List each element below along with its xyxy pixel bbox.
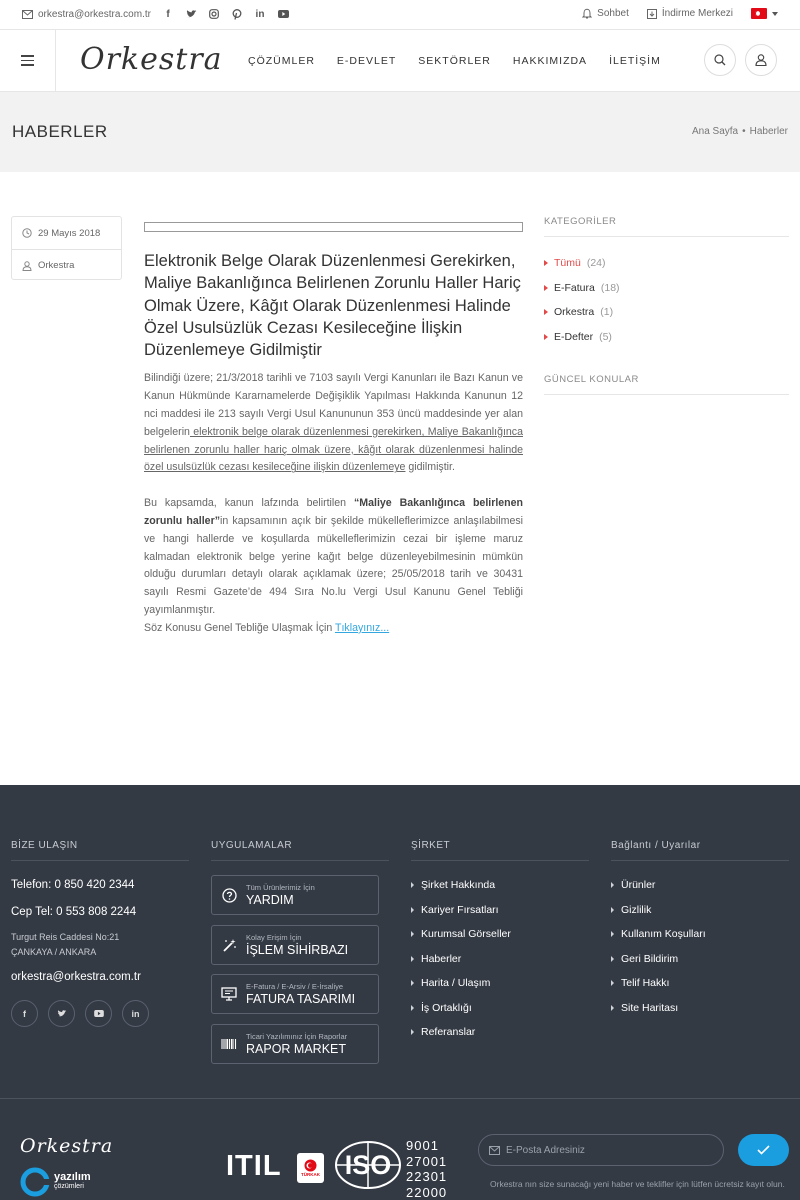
topbar-socials <box>162 7 289 21</box>
post-author[interactable]: Orkestra <box>38 260 75 271</box>
nav-e-government[interactable]: E-DEVLET <box>336 55 397 67</box>
footer-link-copyright[interactable]: Telif Hakkı <box>611 971 789 996</box>
footer-company <box>411 840 589 1045</box>
article-underlined-text: elektronik belge olarak düzenlenmesi gerekirken, Maliye Bakanlığınca belirlenen zorunlu haller hariç olmak üzere, kâğıt olarak düzenlenmesi halinde özel usulsüzlük cezası kesileceğine ilişkin düzenlemeye <box>144 425 523 474</box>
footer-apps-heading: UYGULAMALAR <box>211 840 389 861</box>
category-e-fatura[interactable]: E-Fatura (18) <box>544 276 789 301</box>
linkedin-icon[interactable]: in <box>122 1000 149 1027</box>
user-icon <box>22 261 32 271</box>
linkedin-icon[interactable]: in <box>255 8 265 20</box>
turkak-badge <box>297 1153 324 1183</box>
article-bold-text: “Maliye Bakanlığınca belirlenen zorunlu haller” <box>144 497 523 528</box>
search-button[interactable] <box>704 44 736 76</box>
footer-link-corporate-visuals[interactable]: Kurumsal Görseller <box>411 922 589 947</box>
turkak-label: TÜRKAK <box>301 1172 320 1177</box>
app-report-market-button[interactable]: Ticari Yazılımınız İçin Raporlar RAPOR MARKET <box>211 1024 379 1064</box>
iso-badge <box>335 1141 401 1189</box>
footer-link-partnership[interactable]: İş Ortaklığı <box>411 996 589 1021</box>
categories-list <box>544 237 789 349</box>
post-image-placeholder <box>144 222 523 232</box>
envelope-icon <box>489 1146 500 1155</box>
youtube-icon[interactable] <box>85 1000 112 1027</box>
language-selector[interactable] <box>751 8 778 19</box>
search-icon <box>714 54 726 66</box>
footer-link-about[interactable]: Şirket Hakkında <box>411 873 589 898</box>
footer-logo[interactable]: Orkestra <box>20 1135 114 1157</box>
category-e-defter[interactable]: E-Defter (5) <box>544 325 789 350</box>
invoice-monitor-icon <box>221 987 237 1001</box>
footer <box>0 785 800 1200</box>
post-date-row <box>12 217 121 249</box>
main-nav <box>248 55 661 67</box>
top-bar <box>0 0 800 30</box>
turkey-flag-icon <box>751 8 767 19</box>
partner-name: yazılım <box>54 1171 91 1183</box>
footer-email[interactable]: orkestra@orkestra.com.tr <box>11 971 141 983</box>
post-date: 29 Mayıs 2018 <box>38 227 101 239</box>
article <box>144 250 523 638</box>
app-invoice-design-button[interactable]: E-Fatura / E-Arsiv / E-İrsaliye FATURA TASARIMI <box>211 974 379 1014</box>
partner-logo <box>20 1167 91 1197</box>
footer-phone[interactable]: Telefon: 0 850 420 2344 <box>11 879 135 891</box>
arrow-right-icon <box>544 260 548 266</box>
partner-subtitle: çözümleri <box>54 1183 84 1190</box>
category-orkestra[interactable]: Orkestra (1) <box>544 300 789 325</box>
arrow-right-icon <box>544 285 548 291</box>
twitter-icon[interactable] <box>185 7 197 21</box>
footer-link-terms[interactable]: Kullanım Koşulları <box>611 922 789 947</box>
nav-solutions[interactable]: ÇÖZÜMLER <box>248 55 315 67</box>
facebook-icon[interactable]: f <box>11 1000 38 1027</box>
magic-wand-icon <box>222 938 237 953</box>
article-paragraph-1: Bilindiği üzere; 21/3/2018 tarihli ve 7103 sayılı Vergi Kanunları ile Bazı Kanun ve Kanun Hükmünde Kararnamelerde Değişiklik Yapılması Hakkında Kanunun 12 nci maddesi ile 213 sayılı Vergi Usul Kanununun 353 üncü maddesinde yer alan belgelerin elektronik belge olarak düzenlenmesi gerekirken, Maliye Bakanlığınca belirlenen zorunlu haller hariç olmak üzere, kâğıt olarak düzenlenmesi halinde özel usulsüzlük cezası kesileceğine ilişkin düzenlemeye gidilmiştir. <box>144 372 523 474</box>
footer-company-list <box>411 873 589 1045</box>
footer-link-sitemap[interactable]: Site Haritası <box>611 996 789 1021</box>
post-meta <box>11 216 122 280</box>
menu-toggle-button[interactable] <box>0 30 56 91</box>
downloads-link[interactable] <box>647 8 733 19</box>
arrow-right-icon <box>544 334 548 340</box>
bell-icon <box>582 8 592 19</box>
page-title-band <box>0 92 800 172</box>
newsletter-submit-button[interactable] <box>738 1134 789 1166</box>
chat-label: Sohbet <box>597 8 629 19</box>
itil-badge: ITIL <box>226 1150 282 1182</box>
footer-divider <box>0 1098 800 1099</box>
turkak-emblem-icon <box>304 1159 317 1172</box>
breadcrumb <box>692 126 788 137</box>
footer-address-line-1: Turgut Reis Caddesi No:21 <box>11 932 120 942</box>
hamburger-icon <box>21 55 34 57</box>
footer-contact-heading: BİZE ULAŞIN <box>11 840 189 861</box>
nav-sectors[interactable]: SEKTÖRLER <box>418 55 491 67</box>
article-paragraph-3: Söz Konusu Genel Tebliğe Ulaşmak İçin Tıklayınız... <box>144 621 390 634</box>
footer-link-privacy[interactable]: Gizlilik <box>611 898 789 923</box>
app-help-button[interactable]: Tüm Ürünlerimiz İçin YARDIM <box>211 875 379 915</box>
question-circle-icon <box>222 888 237 903</box>
newsletter-note: Orkestra nın size sunacağı yeni haber ve teklifler için lütfen ücretsiz kayıt olun. <box>490 1179 785 1189</box>
topbar-email: orkestra@orkestra.com.tr <box>38 9 151 20</box>
barcode-icon <box>221 1038 237 1050</box>
article-paragraph-2: Bu kapsamda, kanun lafzında belirtilen “Maliye Bakanlığınca belirlenen zorunlu haller”in kapsamının açık bir şekilde mükelleflerimizce anlaşılabilmesi ve hangi hallerde ve koşullarda mükelleflerimizin cezai bir işleme maruz kalmadan elektronik belge yerine kağıt belge düzenleyebilmesinin mümkün olduğu durumları detaylı olarak açıklamak üzere; 25/05/2018 tarih ve 30431 sayılı Resmi Gazete’de 494 Sıra No.lu Vergi Usul Kanunu Genel Tebliği yayımlanmıştır. <box>144 497 523 617</box>
footer-link-careers[interactable]: Kariyer Fırsatları <box>411 898 589 923</box>
categories-heading: KATEGORİLER <box>544 216 789 237</box>
footer-mobile[interactable]: Cep Tel: 0 553 808 2244 <box>11 906 137 918</box>
downloads-label: İndirme Merkezi <box>661 8 733 19</box>
youtube-icon[interactable] <box>277 7 289 21</box>
twitter-icon[interactable] <box>48 1000 75 1027</box>
download-icon <box>647 9 657 19</box>
sidebar <box>544 216 789 395</box>
clock-icon <box>22 228 32 238</box>
envelope-icon <box>22 10 33 19</box>
footer-links-heading: Bağlantı / Uyarılar <box>611 840 789 861</box>
breadcrumb-home[interactable]: Ana Sayfa <box>691 126 739 137</box>
footer-link-feedback[interactable]: Geri Bildirim <box>611 947 789 972</box>
footer-address-line-2: ÇANKAYA / ANKARA <box>11 947 97 957</box>
footer-links <box>611 840 789 1020</box>
iso-label: ISO <box>344 1150 392 1180</box>
breadcrumb-separator: • <box>742 126 746 137</box>
footer-links-list <box>611 873 789 1020</box>
footer-company-heading: ŞİRKET <box>411 840 589 861</box>
article-title: Elektronik Belge Olarak Düzenlenmesi Gerekirken, Maliye Bakanlığınca Belirlenen Zorunlu Haller Hariç Olmak Üzere, Kâğıt Olarak Düzenlenmesi Halinde Özel Usulsüzlük Cezası Kesileceğine İlişkin Düzenlemeye Gidilmiştir <box>144 252 521 360</box>
footer-link-map[interactable]: Harita / Ulaşım <box>411 971 589 996</box>
pinterest-icon[interactable] <box>231 7 243 21</box>
current-topics-heading: GÜNCEL KONULAR <box>544 374 789 395</box>
app-wizard-button[interactable]: Kolay Erişim İçin İŞLEM SİHİRBAZI <box>211 925 379 965</box>
nav-contact[interactable]: İLETİŞİM <box>609 55 661 67</box>
iso-numbers: 9001 27001 22301 22000 <box>406 1138 448 1200</box>
footer-contact <box>11 840 189 1027</box>
newsletter-email-input[interactable] <box>506 1145 706 1156</box>
footer-link-products[interactable]: Ürünler <box>611 873 789 898</box>
footer-link-references[interactable]: Referanslar <box>411 1020 589 1045</box>
footer-socials <box>11 1000 189 1027</box>
newsletter-form <box>478 1134 724 1166</box>
main-header <box>0 30 800 92</box>
partner-logo-icon <box>20 1167 50 1197</box>
user-account-button[interactable] <box>745 44 777 76</box>
post-author-row <box>12 249 121 281</box>
topbar-right <box>582 8 778 19</box>
topbar-email-link[interactable] <box>22 9 151 20</box>
nav-about[interactable]: HAKKIMIZDA <box>512 55 588 67</box>
arrow-right-icon <box>544 309 548 315</box>
chat-link[interactable] <box>582 8 629 19</box>
communique-link[interactable]: Tıklayınız... <box>335 621 390 634</box>
footer-apps <box>211 840 389 1061</box>
breadcrumb-current: Haberler <box>749 126 788 137</box>
site-logo[interactable]: Orkestra <box>80 42 223 77</box>
user-icon <box>755 54 767 66</box>
caret-down-icon <box>772 12 778 16</box>
footer-link-news[interactable]: Haberler <box>411 947 589 972</box>
facebook-icon[interactable]: f <box>166 8 170 20</box>
category-all[interactable]: Tümü (24) <box>544 251 789 276</box>
checkmark-icon <box>757 1145 770 1155</box>
instagram-icon[interactable] <box>208 7 220 21</box>
page-title: HABERLER <box>12 122 108 141</box>
